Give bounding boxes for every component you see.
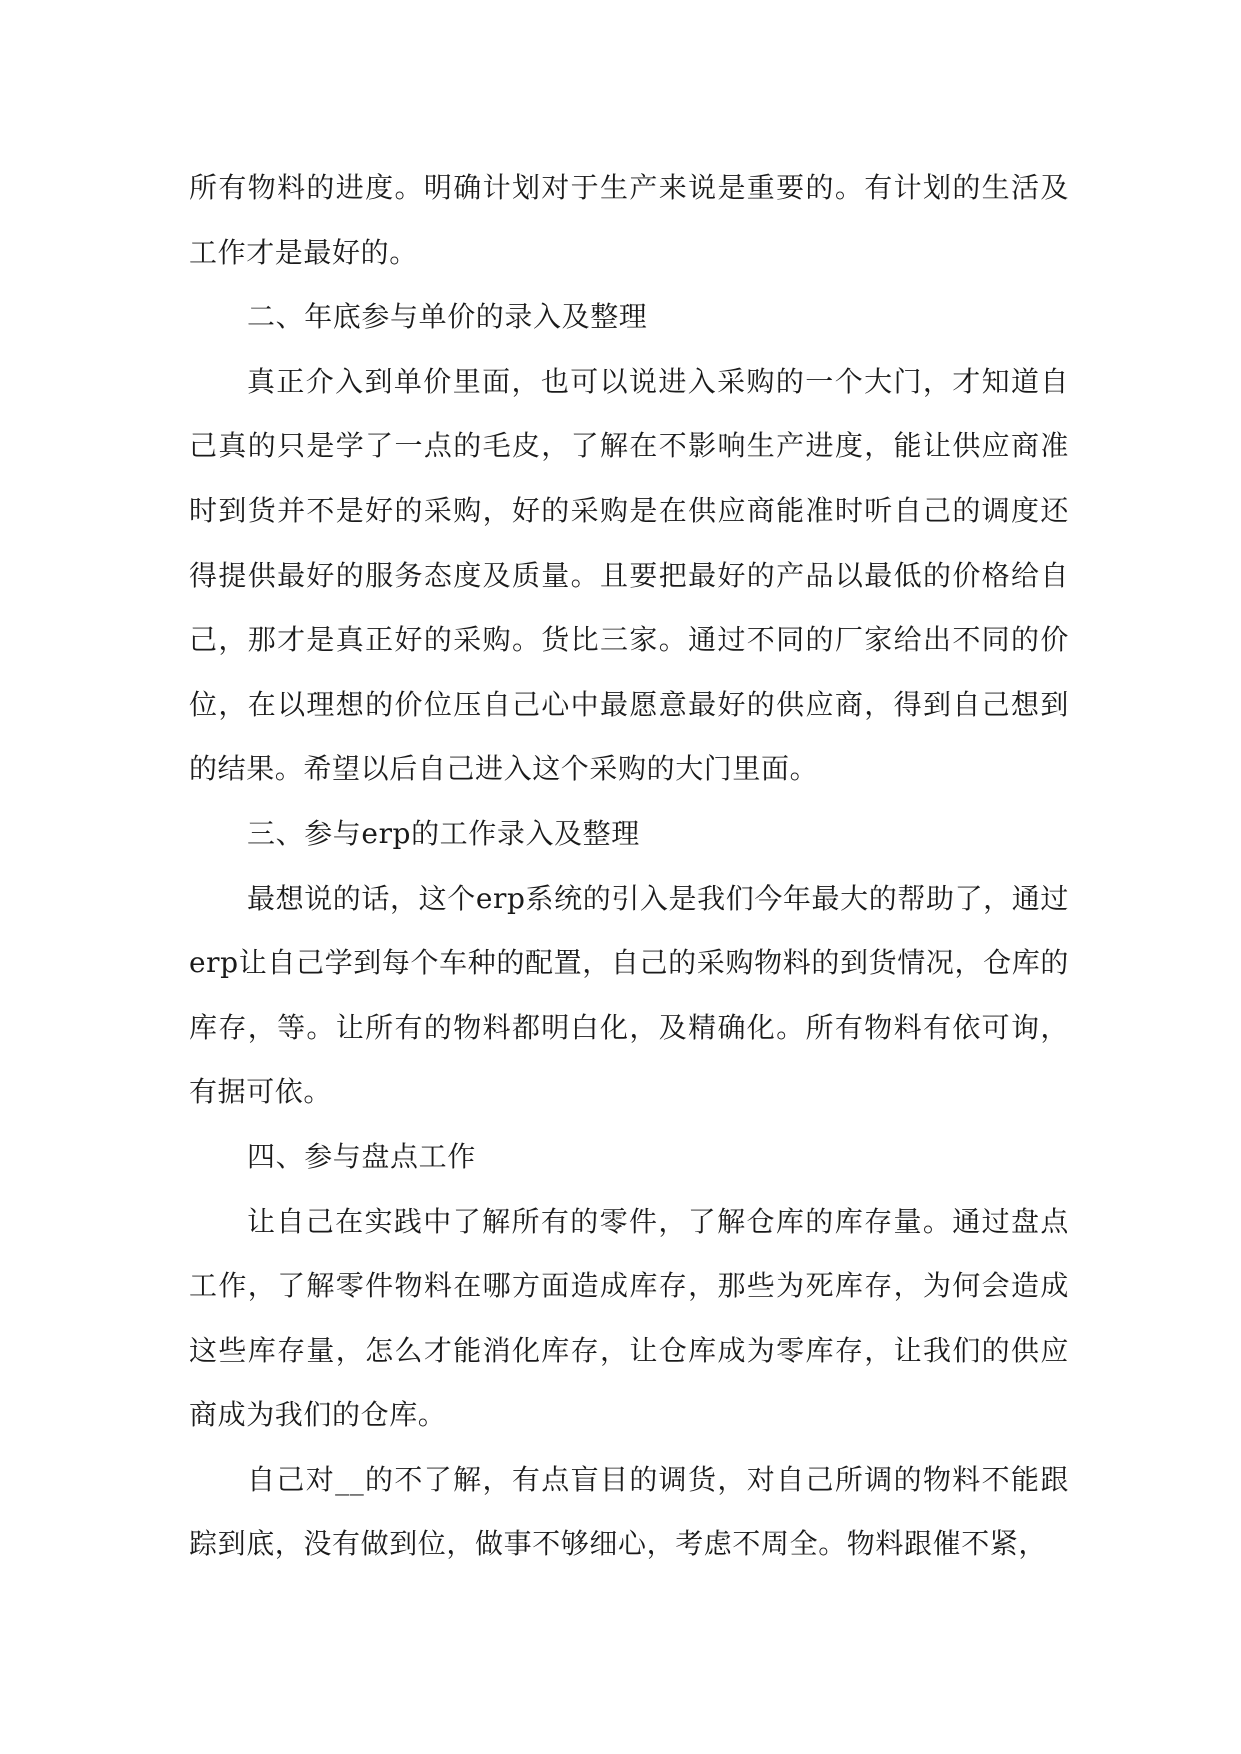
paragraph-3: 最想说的话，这个erp系统的引入是我们今年最大的帮助了，通过erp让自己学到每个车种的配置，自己的采购物料的到货情况，仓库的库存，等。让所有的物料都明白化，及精确化。所有物料有依可询，有据可依。 [189, 881, 1069, 1109]
document-body [189, 156, 1069, 1577]
paragraph-5: 自己对__的不了解，有点盲目的调货，对自己所调的物料不能跟踪到底，没有做到位，做事不够细心，考虑不周全。物料跟催不紧， [189, 1462, 1069, 1561]
section-heading-4: 四、参与盘点工作 [247, 1139, 476, 1173]
section-heading-3: 三、参与erp的工作录入及整理 [247, 816, 640, 850]
section-heading-2: 二、年底参与单价的录入及整理 [247, 300, 648, 334]
paragraph-2: 真正介入到单价里面，也可以说进入采购的一个大门，才知道自己真的只是学了一点的毛皮，了解在不影响生产进度，能让供应商准时到货并不是好的采购，好的采购是在供应商能准时听自己的调度还得提供最好的服务态度及质量。且要把最好的产品以最低的价格给自己，那才是真正好的采购。货比三家。通过不同的厂家给出不同的价位，在以理想的价位压自己心中最愿意最好的供应商，得到自己想到的结果。希望以后自己进入这个采购的大门里面。 [189, 364, 1069, 786]
paragraph-4: 让自己在实践中了解所有的零件，了解仓库的库存量。通过盘点工作，了解零件物料在哪方面造成库存，那些为死库存，为何会造成这些库存量，怎么才能消化库存，让仓库成为零库存，让我们的供应商成为我们的仓库。 [189, 1204, 1069, 1432]
paragraph-1: 所有物料的进度。明确计划对于生产来说是重要的。有计划的生活及工作才是最好的。 [189, 171, 1069, 269]
